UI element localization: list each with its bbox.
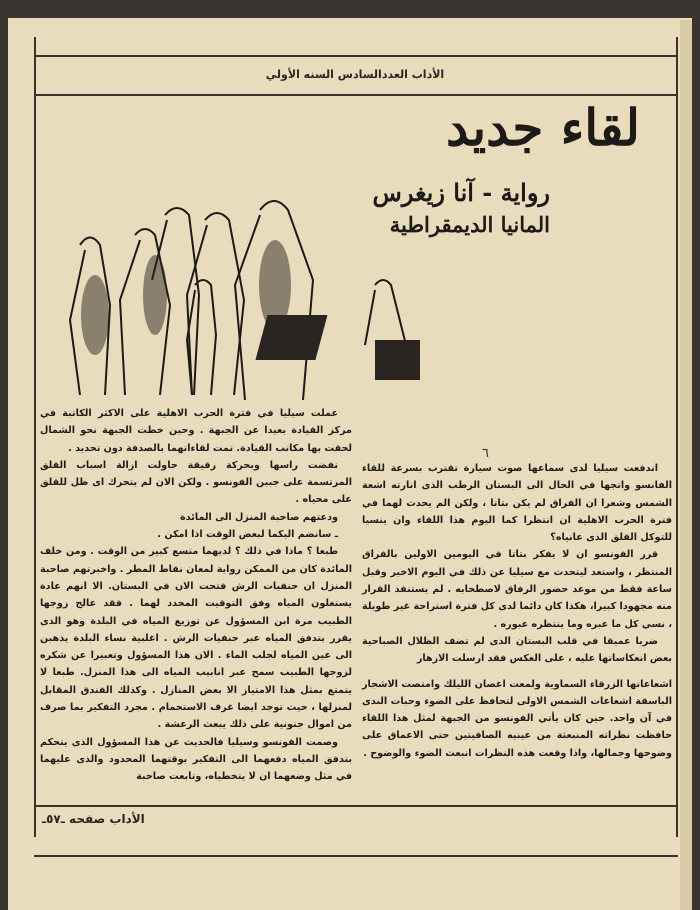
paragraph: طبعا ؟ ماذا في ذلك ؟ لديهما متسع كبير من الوقت . ومن خلف المائدة كان من الممكن رواية لمعان نقاط المطر . واخبرتهم صاحبة المنزل ان حنفيات الرش فتحت الان في البستان. الا انهم عادة يستغلون المياه وفق التوقيت المحدد لهما . فقد عالج زوجها الطبيب مرة ابن المسؤول عن توزيع المياه في البلدة وهو الذى يقرر بتدفق المياه عبر حنفيات الرش . اغلبية نساء البلدة يذهبن الى عين المياه لجلب الماء . الان هذا المسؤول وتعبيرا عن شكره لزوجها الطبيب سمح عبر انابيب المياه الى هذا المنزل. طبعا لا يتمتع بمثل هذا الامتياز الا بعض المنازل . وكذلك الفندق المقابل لمنزلها ، حيث توجد ايضا غرف الاستحمام . مجرد التفكير بما صرف من اموال جنونية على ذلك يبعث الرعشة .	[40, 546, 352, 731]
page-edge	[680, 20, 692, 910]
page-footer: الأداب صفحه ـ٥٧ـ	[42, 812, 145, 826]
paragraph: عملت سيليا في فترة الحرب الاهلية على الاكثر الكاتبة في مركز القيادة بعيدا عن الجبهة . وحين خطت الجبهة نحو الشمال لحقت بها مكاتب القيادة. تمت لقاءاتهما بالصدفة دون تحديد .	[40, 408, 352, 454]
header-rule-bottom	[34, 94, 678, 96]
paragraph: نفضت راسها وبحركة رقيقة حاولت ازالة اسباب القلق المرتسمة على جبين الفونسو . ولكن الان لم يتحرك اى ظل للقلق على محياه .	[40, 459, 352, 506]
paragraph: ودعتهم صاحبة المنزل الى المائدة	[180, 511, 338, 523]
paragraph: اشعاعاتها الزرقاء السماوية ولمعت اغصان الليلك وامتصت الاشجار الباسقة اشعاعات الشمس الاولى لتحافظ على الضوء وحبات الندى في آن واحد. حين كان يأتي الفونسو من الجبهة لمثل هذا اللقاء حافظت نظراته المنبعثة من عينيه الصافيتين حتى الاعماق على وضوحها وجمالها، واذا وقعت هذه النظرات انبعث الضوء والوضوح .	[362, 678, 672, 759]
paragraph: ـ سانضم اليكما لبعض الوقت اذا امكن .	[157, 529, 338, 541]
column-divider	[355, 405, 356, 800]
paragraph: ضربا عميقا في قلب البستان الذى لم تضف الظلال الصباحية بعض انعكاساتها عليه ، على العكس فقد ارسلت الازهار	[362, 635, 672, 665]
paragraph: قرر الفونسو ان لا يفكر بتاتا في اليومين الاولين بالفراق المنتظر ، واستعد ليتحدث مع سيليا عن ذلك في اليوم الاخير وقبل ساعة فقط من موعد حضور الرفاق لاصطحابه . لم يستنفذ القرار منه مجهودا كبيرا، هكذا كان دائما لدى كل فترة استراحة غير طويلة ، نسي كل ما عبره وما ينتظره عبوره .	[362, 549, 672, 630]
illustration-people-sketch	[55, 175, 435, 405]
article-byline: رواية - آنا زيغرس	[372, 178, 550, 207]
section-number: ٦	[482, 446, 489, 461]
header-rule-top	[34, 55, 678, 57]
footer-rule-bottom	[34, 855, 678, 857]
text-column-right	[362, 460, 672, 762]
paragraph: وصمت الفونسو وسيليا فالحديث عن هذا المسؤول الذى يتحكم بتدفق المياه دفعهما الى التفكير بوقتهما المحدود والذى عليهما في مثل وضعهما ان لا يتخطياه، وتابعت صاحبة	[40, 736, 352, 783]
article-title: لقاء جديد	[446, 98, 640, 157]
paragraph: اندفعت سيليا لدى سماعها صوت سيارة تقترب بسرعة للقاء الفانسو واتجها في الحال الى البستان الرطب الذى انارته اشعة الشمس وشعرا ان الفراق لم يكن بتاتا ، ولكن الم يحدث لهما في فترة الحرب الاهلية ان انتظرا كما اليوم هذا اللقاء وان ينسيا للتوكل القلق الذى عانياه؟	[362, 463, 672, 544]
running-header: الأداب العددالسادس السنه الأولي	[265, 68, 445, 81]
footer-rule-top	[34, 805, 678, 807]
text-column-left	[40, 405, 352, 786]
article-origin: المانيا الديمقراطية	[389, 212, 550, 237]
